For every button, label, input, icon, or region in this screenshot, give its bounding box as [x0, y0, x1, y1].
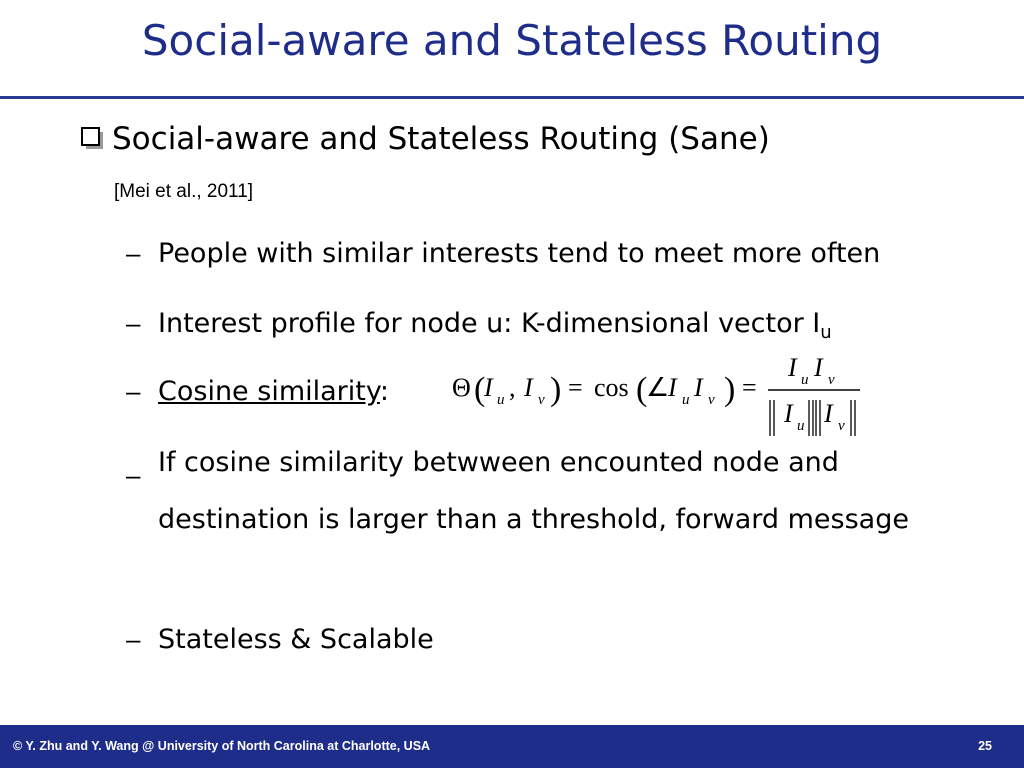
formula-sub: u	[801, 372, 809, 388]
formula-svg	[448, 350, 864, 442]
formula-sub: v	[828, 372, 835, 388]
dash-bullet-icon: –	[126, 460, 141, 490]
formula-sub: v	[708, 392, 715, 408]
cosine-similarity-link[interactable]: Cosine similarity	[158, 376, 380, 407]
formula-sub: v	[838, 418, 845, 434]
title-divider	[0, 96, 1024, 99]
footer-credit: © Y. Zhu and Y. Wang @ University of North Carolina at Charlotte, USA	[13, 739, 431, 753]
footer-bar	[0, 725, 1024, 768]
formula-sub: u	[682, 392, 690, 408]
formula-I: I	[694, 373, 703, 402]
formula-I: I	[524, 373, 533, 402]
formula-I: I	[668, 373, 677, 402]
formula-I: I	[784, 399, 793, 428]
formula-paren: (	[474, 371, 486, 408]
formula-sub: u	[497, 392, 505, 408]
formula-sub: v	[538, 392, 545, 408]
dash-bullet-icon: –	[126, 376, 141, 406]
dash-bullet-icon: –	[126, 624, 141, 654]
formula-cos: cos	[594, 373, 629, 402]
formula-comma: ,	[509, 373, 516, 402]
sub-bullet-text: Stateless & Scalable	[158, 624, 434, 655]
slide-title: Social-aware and Stateless Routing	[141, 16, 883, 65]
formula-I: I	[788, 353, 797, 382]
subscript-u: u	[820, 322, 832, 343]
formula-paren: (	[636, 371, 648, 408]
citation: [Mei et al., 2011]	[114, 181, 254, 202]
page-number: 25	[978, 739, 992, 753]
formula-sub: u	[797, 418, 805, 434]
formula-paren: )	[724, 371, 736, 408]
cosine-similarity-formula	[448, 350, 864, 442]
formula-theta: Θ	[452, 373, 471, 402]
dash-bullet-icon: –	[126, 238, 141, 268]
sub-bullet-text: Interest profile for node u: K-dimensional vector I	[158, 308, 821, 339]
formula-I: I	[814, 353, 823, 382]
formula-I: I	[824, 399, 833, 428]
main-bullet	[80, 121, 770, 157]
sub-bullet-line	[158, 308, 832, 343]
formula-paren: )	[550, 371, 562, 408]
dash-bullet-icon: –	[126, 308, 141, 338]
formula-I: I	[484, 373, 493, 402]
formula-equals: =	[742, 373, 757, 402]
sub-bullet-text: If cosine similarity betwween encounted node and destination is larger than a threshold, forward message	[158, 447, 909, 535]
formula-angle: ∠	[646, 373, 670, 402]
main-bullet-text: Social-aware and Stateless Routing (Sane)	[112, 121, 770, 157]
checkbox-square-icon	[80, 122, 106, 156]
sub-bullet-line	[158, 376, 389, 407]
colon: :	[379, 376, 389, 407]
formula-equals: =	[568, 373, 583, 402]
sub-bullet-text: People with similar interests tend to meet more often	[158, 238, 881, 269]
